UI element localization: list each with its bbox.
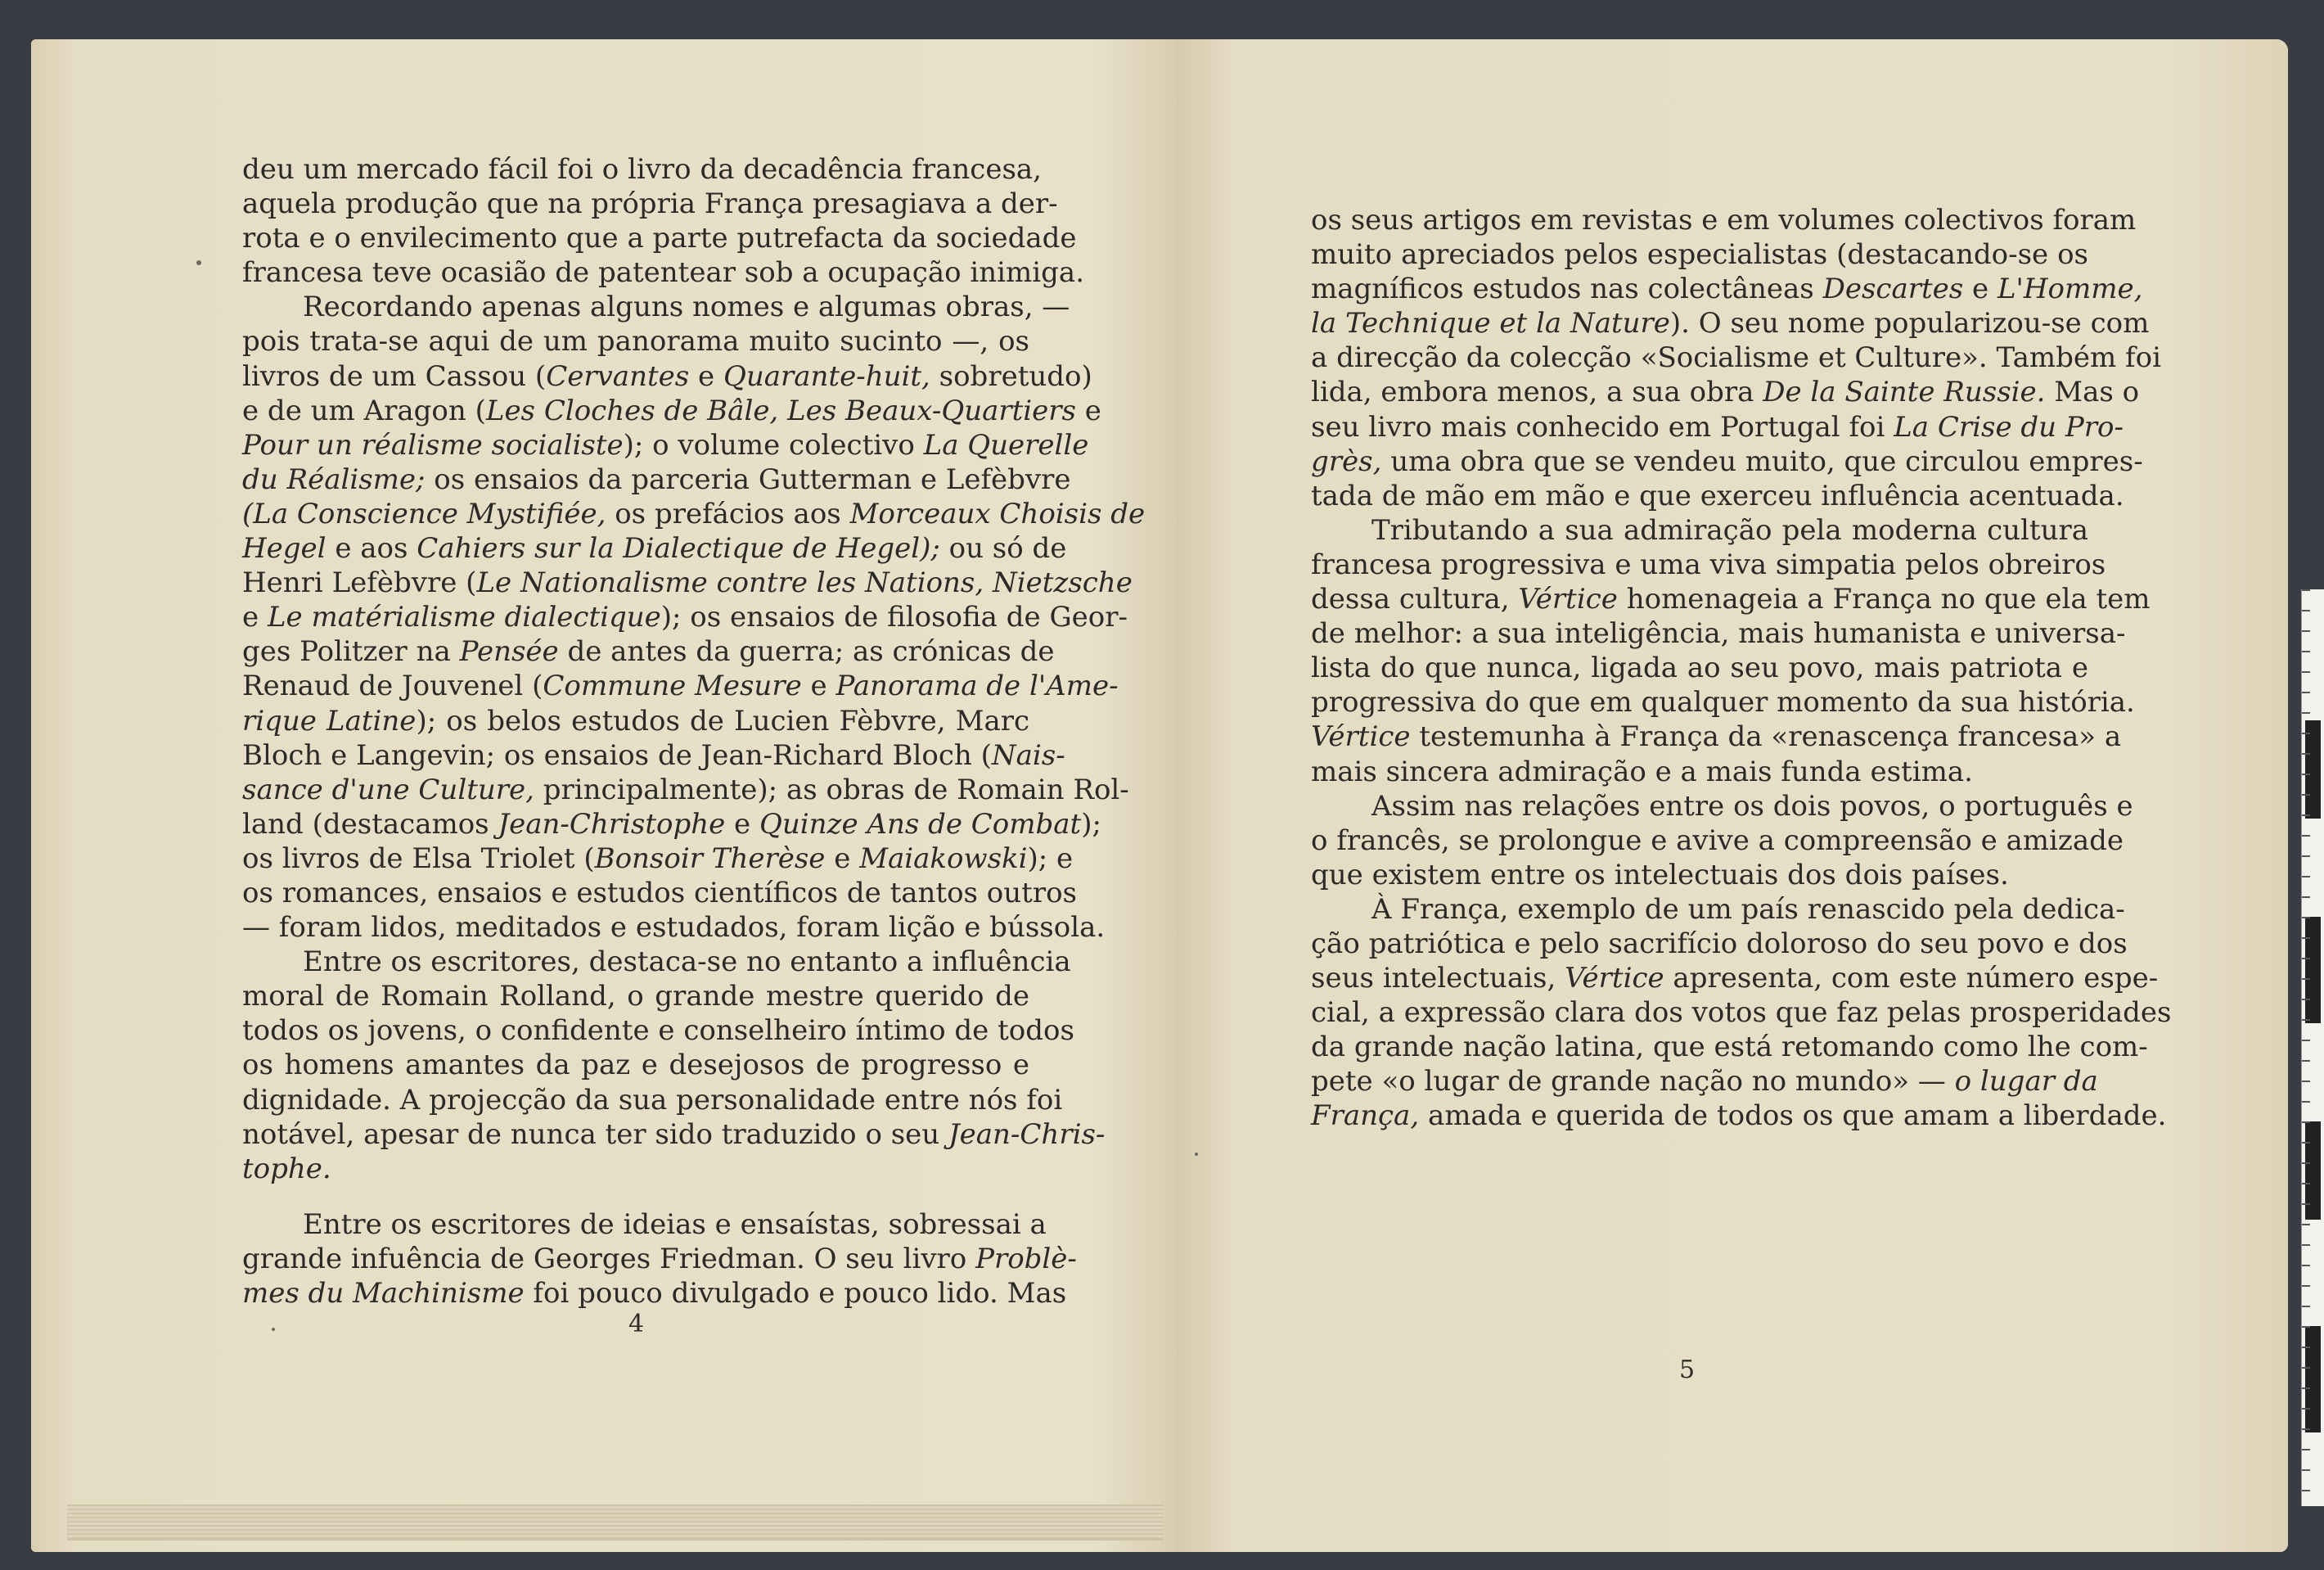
italic-title-text: Cervantes (546, 359, 690, 393)
text-line (242, 1207, 1047, 1242)
text-segment: Renaud de Jouvenel ( (242, 670, 543, 703)
ruler-tick (2302, 733, 2310, 734)
text-line (242, 841, 1074, 876)
text-segment: ); os belos estudos de Lucien Fèbvre, Marc (416, 704, 1030, 738)
paper-speck (196, 260, 201, 265)
italic-title-text: Les Cloches de Bâle, Les Beaux-Quartiers (485, 394, 1076, 427)
italic-title-text: Quinze Ans de Combat (759, 807, 1082, 841)
ruler-tick (2302, 1203, 2310, 1205)
ruler-tick (2302, 1326, 2310, 1328)
text-line (1311, 651, 2088, 685)
text-segment: ). O seu nome popularizou-se com (1669, 307, 2150, 341)
text-line (242, 152, 1042, 187)
text-segment: dignidade. A projecção da sua personalidade entre nós foi (242, 1083, 1063, 1117)
ruler-tick (2302, 1428, 2310, 1430)
italic-title-text: tophe. (242, 1152, 331, 1185)
italic-title-text: sance d'une Culture, (242, 773, 534, 806)
italic-title-text: Nais- (991, 738, 1065, 772)
text-segment: os homens amantes da paz e desejosos de progresso e (242, 1049, 1029, 1082)
text-line (1311, 1099, 2167, 1133)
text-segment: notável, apesar de nunca ter sido traduzido o seu (242, 1117, 948, 1151)
text-line (1311, 789, 2133, 823)
text-line (1311, 927, 2128, 961)
text-line (242, 738, 1065, 773)
text-line (242, 428, 1089, 462)
text-segment: e (725, 807, 759, 841)
text-segment: ); os ensaios de filosofia de Geor- (660, 601, 1128, 634)
text-line (242, 1013, 1074, 1048)
text-segment: ); (1081, 807, 1101, 841)
text-segment: da grande nação latina, que está retomando como lhe com- (1311, 1031, 2148, 1064)
text-segment: sobretudo) (930, 359, 1092, 393)
italic-title-text: Quarante-huit, (723, 359, 930, 393)
text-segment: deu um mercado fácil foi o livro da decadência francesa, (242, 153, 1042, 186)
italic-title-text: França, (1311, 1099, 1420, 1133)
text-segment: testemunha à França da «renascença francesa» a (1410, 720, 2122, 754)
italic-title-text: Pour un réalisme socialiste (242, 428, 624, 462)
text-segment: Entre os escritores de ideias e ensaístas, sobressai a (303, 1207, 1047, 1241)
text-segment: principalmente); as obras de Romain Rol- (534, 773, 1129, 806)
text-segment: progressiva do que em qualquer momento da sua história. (1311, 686, 2135, 720)
ruler-block (2305, 720, 2321, 819)
italic-title-text: Maiakowski (859, 841, 1028, 875)
text-segment: ção patriótica e pelo sacrifício doloroso do seu povo e dos (1311, 927, 2128, 960)
text-line (242, 187, 1058, 221)
ruler-tick (2302, 753, 2310, 755)
text-segment: lida, embora menos, a sua obra (1311, 376, 1763, 409)
text-line (1311, 616, 2126, 651)
text-segment: À França, exemplo de um país renascido pela dedica- (1371, 892, 2125, 926)
text-line (1311, 479, 2124, 513)
italic-title-text: Commune Mesure (543, 670, 802, 703)
text-segment: pois trata-se aqui de um panorama muito sucinto —, os (242, 325, 1029, 359)
text-segment: ); e (1027, 841, 1074, 875)
text-line (242, 462, 1071, 497)
italic-title-text: Hegel (242, 532, 327, 566)
ruler-tick (2302, 1490, 2310, 1491)
text-line (242, 290, 1070, 324)
italic-title-text: Bonsoir Therèse (594, 841, 826, 875)
text-line (242, 910, 1106, 945)
italic-title-text: Cahiers sur la Dialectique de Hegel); (417, 532, 940, 566)
ruler-tick (2302, 1121, 2310, 1123)
text-segment: francesa progressiva e uma viva simpatia pelos obreiros (1311, 548, 2106, 581)
text-line (242, 221, 1077, 255)
italic-title-text: Vértice (1311, 720, 1411, 754)
ruler-tick (2302, 1060, 2310, 1062)
ruler-tick (2302, 1162, 2310, 1164)
page-stack-edge (67, 1505, 1164, 1541)
text-line (1311, 995, 2172, 1030)
scale-ruler (2301, 589, 2324, 1506)
text-segment: aquela produção que na própria França presagiava a der- (242, 187, 1058, 221)
text-line (242, 600, 1128, 634)
ruler-tick (2302, 1306, 2310, 1307)
text-segment: francesa teve ocasião de patentear sob a ocupação inimiga. (242, 256, 1084, 290)
italic-title-text: La Querelle (923, 428, 1089, 462)
text-segment: Assim nas relações entre os dois povos, o português e (1371, 789, 2133, 823)
ruler-tick (2302, 589, 2310, 591)
right-page-number: 5 (1679, 1356, 1696, 1384)
text-segment: de melhor: a sua inteligência, mais humanista e universa- (1311, 617, 2126, 651)
italic-title-text: Vértice (1518, 583, 1618, 616)
text-segment: muito apreciados pelos especialistas (destacando-se os (1311, 238, 2088, 272)
text-segment: todos os jovens, o confidente e conselheiro íntimo de todos (242, 1014, 1074, 1048)
text-segment: o francês, se prolongue e avive a compreensão e amizade (1311, 823, 2124, 857)
text-segment: Entre os escritores, destaca-se no entanto a influência (303, 945, 1071, 979)
text-segment: e (689, 359, 723, 393)
text-segment: lista do que nunca, ligada ao seu povo, mais patriota e (1311, 652, 2088, 685)
text-segment: cial, a expressão clara dos votos que faz pelas prosperidades (1311, 996, 2172, 1030)
ruler-tick (2302, 958, 2310, 959)
text-line (242, 497, 1146, 531)
text-line (242, 979, 1029, 1013)
ruler-tick (2302, 1081, 2310, 1082)
text-segment: que existem entre os intelectuais dos dois países. (1311, 858, 2009, 891)
ruler-tick (2302, 630, 2310, 632)
text-line (242, 394, 1101, 428)
italic-title-text: La Crise du Pro- (1894, 410, 2124, 444)
text-segment: os ensaios da parceria Gutterman e Lefèbvre (425, 462, 1071, 496)
text-segment: pete «o lugar de grande nação no mundo» — (1311, 1065, 1955, 1099)
text-segment: Bloch e Langevin; os ensaios de Jean-Richard Bloch ( (242, 738, 992, 772)
text-line (1311, 341, 2161, 375)
ruler-block (2305, 1121, 2321, 1220)
text-segment: e aos (326, 532, 417, 566)
text-segment: amada e querida de todos os que amam a liberdade. (1419, 1099, 2167, 1133)
paper-speck (272, 1328, 275, 1331)
text-line (242, 566, 1133, 600)
text-segment: grande infuência de Georges Friedman. O seu livro (242, 1242, 976, 1275)
text-segment: e (242, 601, 268, 634)
ruler-tick (2302, 1101, 2310, 1103)
text-line (1311, 685, 2135, 720)
italic-title-text: De la Sainte Russie. (1763, 376, 2046, 409)
text-segment: rota e o envilecimento que a parte putrefacta da sociedade (242, 222, 1077, 255)
ruler-tick (2302, 917, 2310, 918)
text-segment: land (destacamos (242, 807, 498, 841)
text-line (242, 1083, 1063, 1117)
text-line (242, 1152, 1029, 1186)
text-segment: de antes da guerra; as crónicas de (558, 635, 1055, 669)
text-segment: e de um Aragon ( (242, 394, 486, 427)
text-line (242, 704, 1029, 738)
ruler-tick (2302, 1285, 2310, 1287)
ruler-tick (2302, 1142, 2310, 1144)
ruler-tick (2302, 1224, 2310, 1225)
ruler-tick (2302, 814, 2310, 816)
italic-title-text: Panorama de l'Ame- (835, 670, 1119, 703)
text-segment: e (825, 841, 860, 875)
text-line (1311, 548, 2106, 582)
text-line (1311, 1064, 2098, 1099)
text-line (242, 1117, 1106, 1152)
text-line (1311, 272, 2143, 306)
text-line (1311, 823, 2124, 858)
ruler-tick (2302, 1408, 2310, 1410)
text-segment: Recordando apenas alguns nomes e algumas obras, — (303, 291, 1070, 324)
text-line (1311, 961, 2159, 995)
text-segment: homenageia a França no que ela tem (1617, 583, 2151, 616)
ruler-tick (2302, 1183, 2310, 1184)
italic-title-text: mes du Machinisme (242, 1277, 525, 1310)
text-line (242, 876, 1077, 910)
italic-title-text: L'Homme, (1997, 273, 2143, 306)
ruler-tick (2302, 1387, 2310, 1389)
italic-title-text: la Technique et la Nature (1311, 307, 1670, 341)
ruler-tick (2302, 1367, 2310, 1369)
ruler-tick (2302, 896, 2310, 898)
text-line (1311, 410, 2124, 444)
text-line (242, 1242, 1077, 1276)
italic-title-text: Problè- (975, 1242, 1077, 1275)
text-line (1311, 513, 2088, 548)
ruler-tick (2302, 1244, 2310, 1246)
text-segment: e (801, 670, 836, 703)
ruler-tick (2302, 1449, 2310, 1450)
italic-title-text: Le matérialisme dialectique (267, 601, 661, 634)
italic-title-text: Morceaux Choisis de (849, 497, 1146, 530)
left-page-number: 4 (628, 1310, 645, 1338)
ruler-block (2305, 917, 2321, 1023)
text-segment: magníficos estudos nas colectâneas (1311, 273, 1823, 306)
italic-title-text: rique Latine (242, 704, 417, 738)
text-line (242, 634, 1055, 669)
text-line (1311, 720, 2122, 754)
italic-title-text: du Réalisme; (242, 462, 426, 496)
right-page-text (1311, 203, 2172, 1134)
ruler-tick (2302, 1469, 2310, 1471)
ruler-tick (2302, 671, 2310, 673)
text-segment: Tributando a sua admiração pela moderna cultura (1371, 513, 2088, 547)
text-segment: Henri Lefèbvre ( (242, 566, 477, 600)
ruler-tick (2302, 1347, 2310, 1348)
text-segment: ou só de (939, 532, 1067, 566)
italic-title-text: Le Nationalisme contre les Nations, Nietzsche (476, 566, 1133, 600)
text-segment: os livros de Elsa Triolet ( (242, 841, 595, 875)
text-segment: tada de mão em mão e que exerceu influência acentuada. (1311, 479, 2124, 512)
ruler-tick (2302, 876, 2310, 877)
paper-speck (1195, 1153, 1198, 1156)
text-segment: e (1076, 394, 1101, 427)
text-segment: mais sincera admiração e a mais funda estima. (1311, 755, 1973, 788)
text-segment: seus intelectuais, (1311, 962, 1565, 995)
text-line (1311, 203, 2137, 237)
text-line (1311, 1030, 2148, 1064)
text-segment: uma obra que se vendeu muito, que circulou empres- (1381, 444, 2143, 478)
text-line (1311, 892, 2125, 927)
text-line (1311, 755, 2088, 789)
italic-title-text: Vértice (1565, 962, 1664, 995)
ruler-tick (2302, 1040, 2310, 1041)
ruler-tick (2302, 610, 2310, 611)
text-line (242, 669, 1119, 703)
text-segment: os prefácios aos (606, 497, 850, 530)
text-line (242, 1276, 1067, 1311)
text-line (242, 807, 1101, 841)
ruler-tick (2302, 978, 2310, 980)
ruler-tick (2302, 855, 2310, 857)
text-segment: ges Politzer na (242, 635, 460, 669)
text-segment: a direcção da colecção «Socialisme et Culture». Também foi (1311, 341, 2161, 375)
ruler-tick (2302, 835, 2310, 837)
text-line (242, 255, 1084, 290)
ruler-tick (2302, 1265, 2310, 1266)
text-line (242, 359, 1092, 394)
ruler-tick (2302, 1019, 2310, 1021)
text-segment: dessa cultura, (1311, 583, 1519, 616)
text-segment: moral de Romain Rolland, o grande mestre querido de (242, 980, 1029, 1013)
left-page-text (242, 152, 1146, 1311)
text-line (242, 773, 1129, 807)
text-segment: os romances, ensaios e estudos científicos de tantos outros (242, 876, 1077, 909)
text-segment: livros de um Cassou ( (242, 359, 547, 393)
text-line (1311, 858, 2088, 892)
italic-title-text: Jean-Christophe (498, 807, 726, 841)
text-segment: ); o volume colectivo (623, 428, 924, 462)
italic-title-text: Jean-Chris- (948, 1117, 1106, 1151)
italic-title-text: grès, (1311, 444, 1382, 478)
text-line (242, 324, 1029, 359)
text-segment: os seus artigos em revistas e em volumes colectivos foram (1311, 204, 2137, 237)
text-segment: — foram lidos, meditados e estudados, foram lição e bússola. (242, 911, 1106, 945)
italic-title-text: Pensée (459, 635, 559, 669)
text-line (1311, 237, 2088, 272)
ruler-tick (2302, 692, 2310, 693)
text-line (242, 945, 1071, 979)
text-line (1311, 582, 2151, 616)
text-line (1311, 375, 2140, 409)
text-segment: Mas o (2045, 376, 2140, 409)
text-segment: e (1963, 273, 1997, 306)
italic-title-text: Descartes (1822, 273, 1964, 306)
text-line (1311, 306, 2150, 341)
text-segment: apresenta, com este número espe- (1664, 962, 2159, 995)
ruler-tick (2302, 794, 2310, 796)
ruler-tick (2302, 712, 2310, 714)
italic-title-text: o lugar da (1954, 1065, 2098, 1099)
ruler-block (2305, 1326, 2321, 1432)
text-segment: foi pouco divulgado e pouco lido. Mas (524, 1277, 1067, 1310)
ruler-tick (2302, 774, 2310, 775)
ruler-tick (2302, 651, 2310, 652)
text-line (1311, 444, 2143, 479)
ruler-tick (2302, 937, 2310, 939)
italic-title-text: (La Conscience Mystifiée, (242, 497, 606, 530)
ruler-tick (2302, 999, 2310, 1000)
text-segment: seu livro mais conhecido em Portugal foi (1311, 410, 1894, 444)
text-line (242, 531, 1067, 566)
text-line (242, 1048, 1029, 1082)
